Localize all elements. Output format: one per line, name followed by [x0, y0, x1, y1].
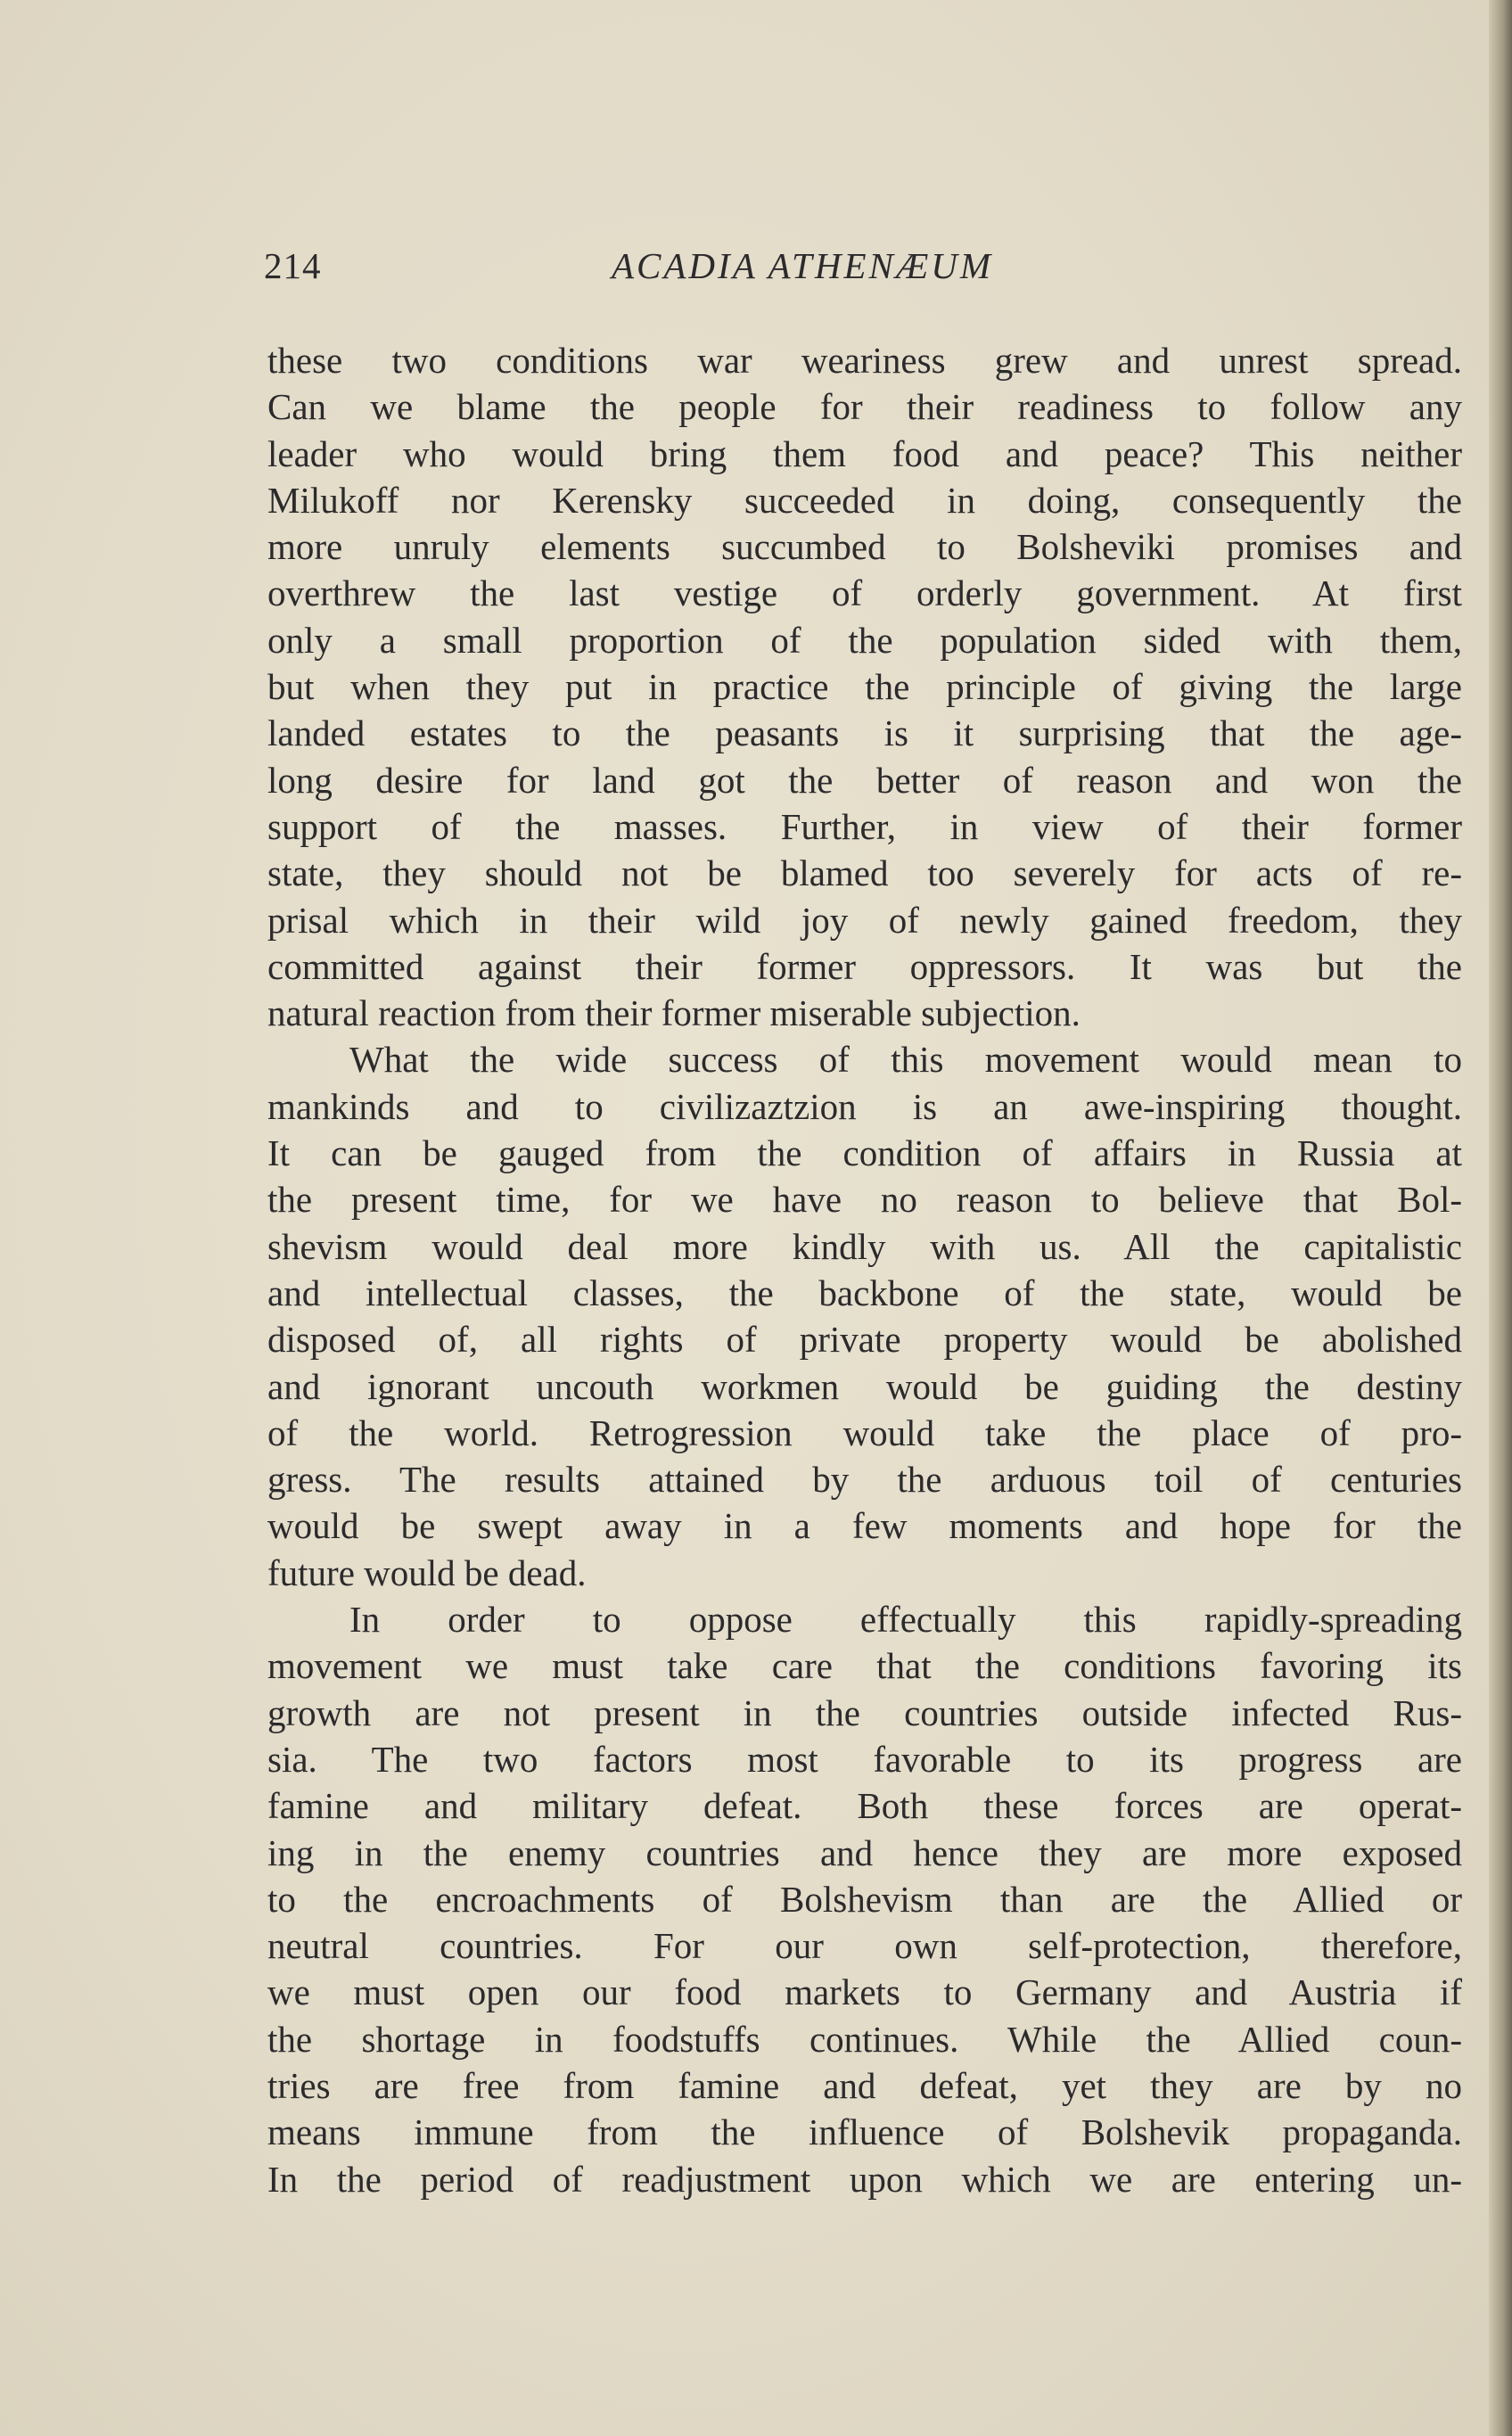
- text-line: and intellectual classes, the backbone of the state, would be: [267, 1271, 1462, 1313]
- text-line: only a small proportion of the population sided with them,: [267, 619, 1462, 661]
- text-line: these two conditions war weariness grew and unrest spread.: [267, 340, 1462, 381]
- page-spine-edge: [1489, 0, 1512, 2436]
- text-line: would be swept away in a few moments and hope for the: [267, 1505, 1462, 1547]
- text-line: In the period of readjustment upon which we are entering un-: [267, 2158, 1462, 2200]
- paragraph-3: [267, 1596, 1462, 2202]
- text-line: natural reaction from their former miserable subjection.: [267, 992, 1081, 1034]
- text-line: we must open our food markets to Germany and Austria if: [267, 1971, 1462, 2013]
- text-line: means immune from the influence of Bolshevik propaganda.: [267, 2111, 1462, 2153]
- body-text: [267, 337, 1462, 2202]
- journal-title: ACADIA ATHENÆUM: [612, 245, 994, 286]
- text-line: shevism would deal more kindly with us. All the capitalistic: [267, 1225, 1462, 1267]
- text-line: long desire for land got the better of reason and won the: [267, 759, 1462, 801]
- page-number: 214: [264, 245, 322, 286]
- text-line: of the world. Retrogression would take the place of pro-: [267, 1411, 1462, 1453]
- text-line: What the wide success of this movement would mean to: [349, 1039, 1462, 1081]
- text-line: future would be dead.: [267, 1551, 587, 1593]
- text-line: It can be gauged from the condition of affairs in Russia at: [267, 1132, 1462, 1174]
- text-line: Can we blame the people for their readiness to follow any: [267, 386, 1462, 428]
- text-line: prisal which in their wild joy of newly gained freedom, they: [267, 899, 1462, 941]
- text-line: overthrew the last vestige of orderly government. At first: [267, 572, 1462, 614]
- paragraph-1: [267, 337, 1462, 1036]
- text-line: famine and military defeat. Both these forces are operat-: [267, 1785, 1462, 1827]
- text-line: tries are free from famine and defeat, yet they are by no: [267, 2064, 1462, 2106]
- text-line: disposed of, all rights of private property would be abolished: [267, 1319, 1462, 1361]
- text-line: mankinds and to civilizaztzion is an awe-inspiring thought.: [267, 1085, 1462, 1127]
- text-line: gress. The results attained by the arduous toil of centuries: [267, 1459, 1462, 1501]
- text-line: ing in the enemy countries and hence they are more exposed: [267, 1831, 1462, 1873]
- text-line: more unruly elements succumbed to Bolsheviki promises and: [267, 526, 1462, 568]
- paragraph-2: [267, 1036, 1462, 1596]
- text-line: landed estates to the peasants is it surprising that the age-: [267, 712, 1462, 754]
- running-head: [264, 244, 1467, 294]
- text-line: sia. The two factors most favorable to its progress are: [267, 1738, 1462, 1780]
- text-line: growth are not present in the countries outside infected Rus-: [267, 1691, 1462, 1733]
- text-line: movement we must take care that the conditions favoring its: [267, 1645, 1462, 1687]
- text-line: but when they put in practice the principle of giving the large: [267, 666, 1462, 708]
- text-line: neutral countries. For our own self-protection, therefore,: [267, 1925, 1462, 1967]
- text-line: to the encroachments of Bolshevism than are the Allied or: [267, 1878, 1462, 1920]
- text-line: Milukoff nor Kerensky succeeded in doing, consequently the: [267, 479, 1462, 521]
- text-line: committed against their former oppressors. It was but the: [267, 945, 1462, 987]
- text-line: state, they should not be blamed too severely for acts of re-: [267, 852, 1462, 894]
- text-line: the shortage in foodstuffs continues. While the Allied coun-: [267, 2018, 1462, 2060]
- text-line: the present time, for we have no reason to believe that Bol-: [267, 1179, 1462, 1221]
- text-line: leader who would bring them food and peace? This neither: [267, 432, 1462, 474]
- text-line: In order to oppose effectually this rapidly-spreading: [349, 1599, 1462, 1641]
- text-line: and ignorant uncouth workmen would be guiding the destiny: [267, 1365, 1462, 1407]
- text-line: support of the masses. Further, in view of their former: [267, 805, 1462, 847]
